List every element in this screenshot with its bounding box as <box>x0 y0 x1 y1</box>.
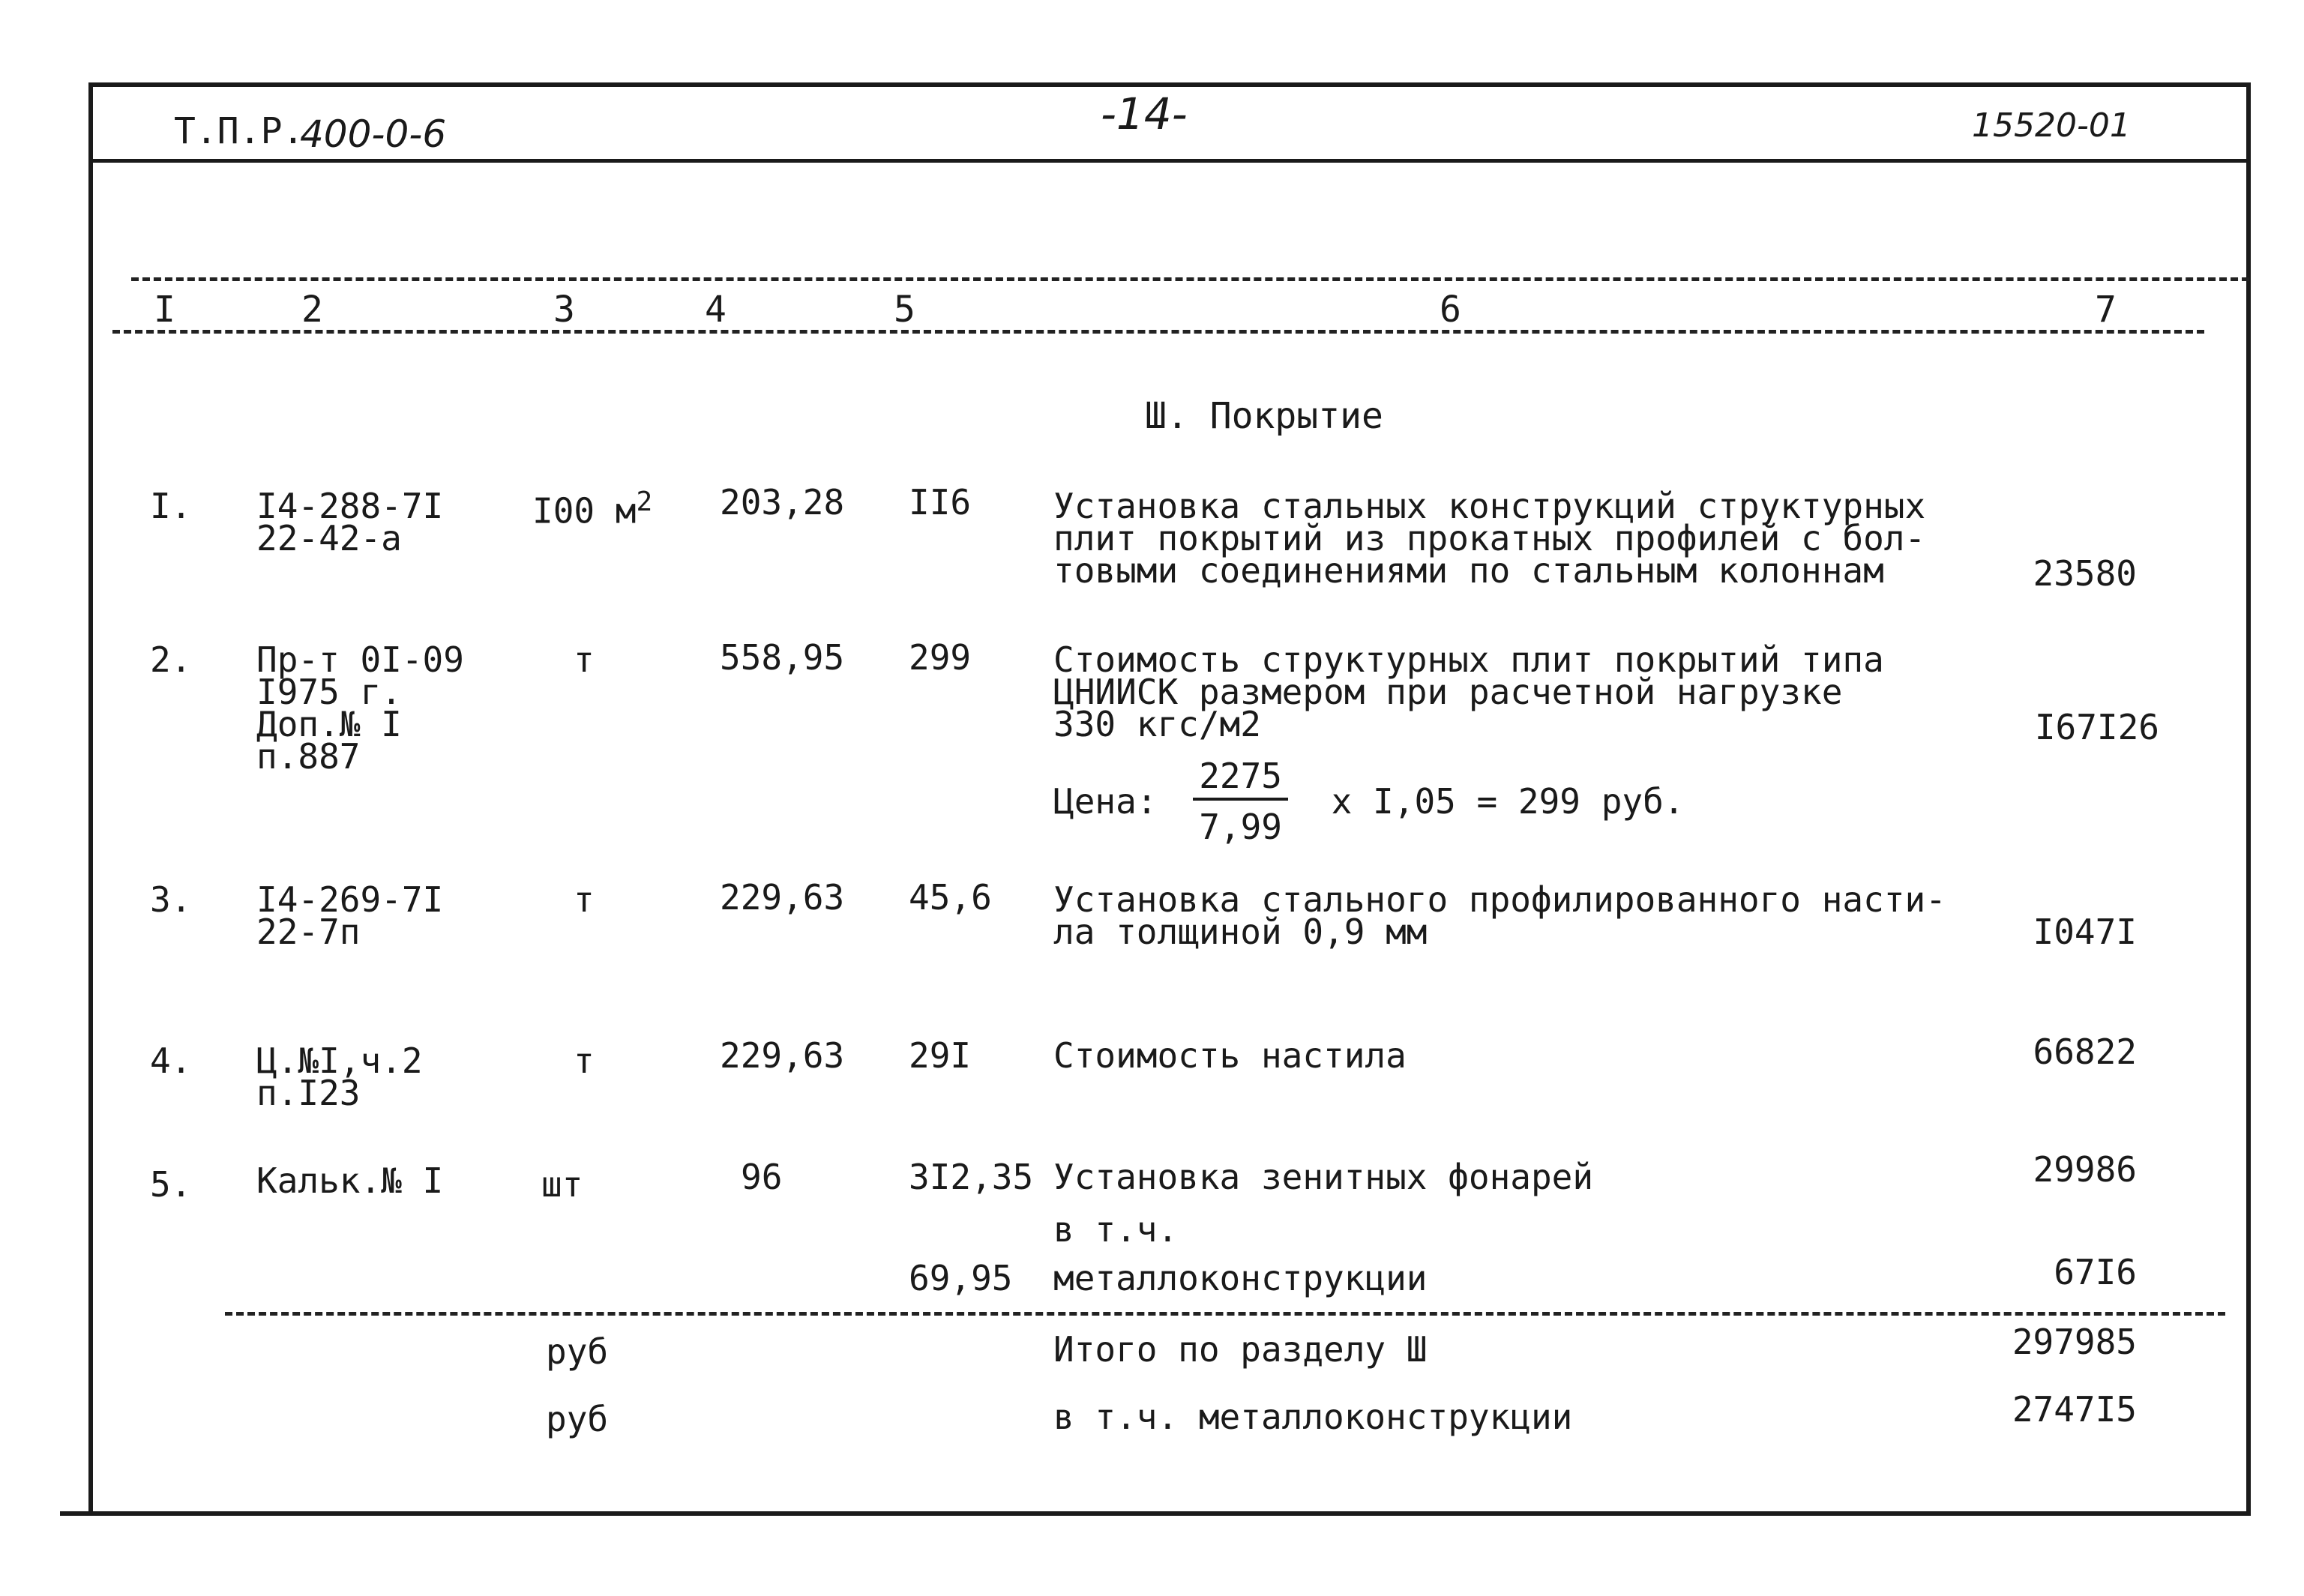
row-quantity: 229,63 <box>720 1035 845 1076</box>
document-code: 15520-01 <box>1972 106 2131 145</box>
row-quantity: 229,63 <box>720 877 845 918</box>
summary-total: 2747I5 <box>2012 1389 2137 1430</box>
formula-fraction <box>1193 757 1288 846</box>
row-code-line: I4-288-7I <box>256 486 444 526</box>
row-code-line: Кальк.№ I <box>256 1160 444 1201</box>
column-number-7: 7 <box>2095 289 2117 331</box>
row-code-line: Ц.№I,ч.2 <box>256 1041 423 1081</box>
header-divider <box>88 159 2251 163</box>
column-number-5: 5 <box>894 289 915 331</box>
row-code-line: Пр-т 0I-09 <box>256 639 464 680</box>
row-quantity: 558,95 <box>720 637 845 678</box>
summary-total: 297985 <box>2012 1322 2137 1362</box>
row-sub-price: 69,95 <box>909 1258 1013 1298</box>
row-description-line: товыми соединениями по стальным колоннам <box>1053 550 1884 591</box>
column-number-6: 6 <box>1440 289 1461 331</box>
page-number: -14- <box>1101 88 1188 139</box>
row-price: 299 <box>909 637 972 678</box>
summary-rule <box>225 1312 2225 1316</box>
row-total: 29986 <box>2033 1149 2137 1190</box>
row-price: 45,6 <box>909 877 992 918</box>
row-unit: шт <box>541 1164 583 1205</box>
series-number: 400-0-6 <box>300 112 447 156</box>
row-code-line: I4-269-7I <box>256 879 444 920</box>
column-number-1: I <box>154 289 175 331</box>
row-sub-total: 67I6 <box>2054 1252 2137 1292</box>
column-header-top-rule <box>131 277 2249 281</box>
row-unit: т <box>574 879 595 920</box>
row-unit: I00 $м^2$ <box>532 487 653 532</box>
row-price: 29I <box>909 1035 972 1076</box>
row-sub-description: металлоконструкции <box>1053 1258 1428 1298</box>
section-title: Ш. Покрытие <box>1145 395 1383 437</box>
series-label: Т.П.Р. <box>174 110 304 152</box>
row-price: II6 <box>909 482 972 523</box>
row-number: I. <box>150 486 192 526</box>
row-description-line: 330 кгс/м2 <box>1053 704 1261 744</box>
column-number-3: 3 <box>553 289 575 331</box>
column-header-bottom-rule <box>112 330 2204 334</box>
row-code-line: п.887 <box>256 736 361 777</box>
row-description-line: Стоимость структурных плит покрытий типа <box>1053 639 1884 680</box>
row-total: I67I26 <box>2034 707 2159 747</box>
column-number-4: 4 <box>705 289 727 331</box>
summary-unit: руб <box>546 1331 609 1372</box>
row-description-line: Стоимость настила <box>1053 1035 1407 1076</box>
row-unit: т <box>574 1041 595 1081</box>
row-code-line: 22-7п <box>256 912 361 952</box>
row-description-line: ЦНИИСК размером при расчетной нагрузке <box>1053 672 1843 712</box>
row-description-line: Установка зенитных фонарей <box>1053 1157 1594 1197</box>
summary-description: Итого по разделу Ш <box>1053 1329 1428 1370</box>
row-number: 2. <box>150 639 192 680</box>
column-number-2: 2 <box>301 289 323 331</box>
row-quantity: 203,28 <box>720 482 845 523</box>
row-number: 5. <box>150 1164 192 1205</box>
row-number: 4. <box>150 1041 192 1081</box>
row-code-line: 22-42-а <box>256 518 402 558</box>
price-formula <box>1053 757 1684 846</box>
summary-description: в т.ч. металлоконструкции <box>1053 1397 1573 1437</box>
formula-rest: х I,05 = 299 руб. <box>1331 781 1685 822</box>
row-unit: т <box>574 639 595 680</box>
row-code-line: I975 г. <box>256 672 402 712</box>
row-description-line: Установка стального профилированного насти- <box>1053 879 1946 920</box>
formula-numerator: 2275 <box>1193 757 1288 801</box>
row-code-line: п.I23 <box>256 1073 361 1113</box>
row-quantity: 96 <box>741 1157 783 1197</box>
formula-denominator: 7,99 <box>1199 807 1282 847</box>
row-sub-label: в т.ч. <box>1053 1209 1179 1250</box>
formula-label: Цена: <box>1053 781 1158 822</box>
row-description-line: Установка стальных конструкций структурных <box>1053 486 1926 526</box>
row-description-line: плит покрытий из прокатных профилей с бол- <box>1053 518 1926 558</box>
row-description-line: ла толщиной 0,9 мм <box>1053 912 1428 952</box>
row-total: I047I <box>2033 912 2137 952</box>
row-code-line: Доп.№ I <box>256 704 402 744</box>
frame-bottom-line <box>60 1511 2251 1516</box>
row-price: 3I2,35 <box>909 1157 1034 1197</box>
summary-unit: руб <box>546 1399 609 1439</box>
row-total: 66822 <box>2033 1032 2137 1072</box>
row-total: 23580 <box>2033 553 2137 594</box>
row-number: 3. <box>150 879 192 920</box>
